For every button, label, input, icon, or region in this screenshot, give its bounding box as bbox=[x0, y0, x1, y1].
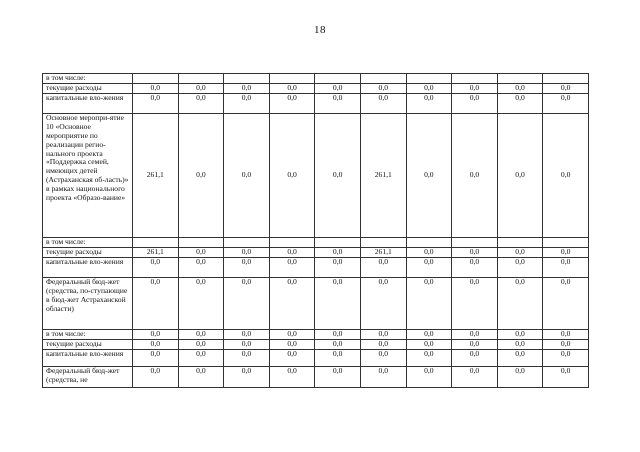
value-cell: 0,0 bbox=[406, 93, 452, 113]
value-cell: 0,0 bbox=[224, 247, 270, 257]
value-cell bbox=[360, 74, 406, 84]
value-cell: 0,0 bbox=[543, 349, 589, 366]
value-cell: 0,0 bbox=[452, 83, 498, 93]
value-cell: 0,0 bbox=[315, 339, 361, 349]
value-cell: 0,0 bbox=[543, 83, 589, 93]
value-cell bbox=[406, 74, 452, 84]
value-cell: 0,0 bbox=[269, 83, 315, 93]
value-cell: 0,0 bbox=[543, 329, 589, 339]
value-cell bbox=[178, 74, 224, 84]
value-cell: 0,0 bbox=[269, 366, 315, 387]
value-cell: 0,0 bbox=[360, 339, 406, 349]
value-cell: 261,1 bbox=[133, 113, 179, 237]
table-row bbox=[43, 329, 589, 339]
value-cell: 0,0 bbox=[543, 93, 589, 113]
value-cell: 0,0 bbox=[224, 366, 270, 387]
row-label: Федеральный бюд-жет (средства, по-ступающие в бюд-жет Астраханской области) bbox=[43, 277, 133, 329]
value-cell bbox=[133, 74, 179, 84]
value-cell: 0,0 bbox=[224, 349, 270, 366]
value-cell: 0,0 bbox=[452, 113, 498, 237]
row-label: текущие расходы bbox=[43, 247, 133, 257]
value-cell: 0,0 bbox=[269, 339, 315, 349]
value-cell: 0,0 bbox=[133, 349, 179, 366]
value-cell: 0,0 bbox=[360, 257, 406, 277]
value-cell: 0,0 bbox=[133, 339, 179, 349]
value-cell: 0,0 bbox=[406, 83, 452, 93]
value-cell: 0,0 bbox=[178, 257, 224, 277]
table-row bbox=[43, 277, 589, 329]
value-cell: 0,0 bbox=[269, 329, 315, 339]
value-cell: 0,0 bbox=[452, 349, 498, 366]
row-label: капитальные вло-жения bbox=[43, 93, 133, 113]
row-label: в том числе: bbox=[43, 74, 133, 84]
value-cell: 0,0 bbox=[406, 277, 452, 329]
value-cell bbox=[224, 74, 270, 84]
value-cell: 0,0 bbox=[178, 113, 224, 237]
value-cell: 0,0 bbox=[497, 257, 543, 277]
value-cell: 0,0 bbox=[133, 93, 179, 113]
value-cell: 0,0 bbox=[452, 329, 498, 339]
value-cell: 0,0 bbox=[178, 339, 224, 349]
value-cell: 0,0 bbox=[315, 247, 361, 257]
value-cell: 0,0 bbox=[406, 257, 452, 277]
value-cell: 0,0 bbox=[452, 257, 498, 277]
table-row bbox=[43, 366, 589, 387]
value-cell: 0,0 bbox=[497, 329, 543, 339]
value-cell bbox=[224, 237, 270, 247]
value-cell: 0,0 bbox=[133, 257, 179, 277]
table-row bbox=[43, 113, 589, 237]
value-cell: 0,0 bbox=[452, 93, 498, 113]
value-cell: 0,0 bbox=[543, 113, 589, 237]
value-cell: 0,0 bbox=[178, 277, 224, 329]
value-cell: 0,0 bbox=[178, 93, 224, 113]
value-cell: 0,0 bbox=[269, 247, 315, 257]
value-cell bbox=[497, 74, 543, 84]
value-cell: 0,0 bbox=[269, 277, 315, 329]
table-row bbox=[43, 257, 589, 277]
value-cell: 0,0 bbox=[269, 113, 315, 237]
value-cell: 0,0 bbox=[178, 329, 224, 339]
value-cell bbox=[452, 74, 498, 84]
value-cell: 0,0 bbox=[497, 113, 543, 237]
value-cell: 0,0 bbox=[315, 329, 361, 339]
table-row bbox=[43, 237, 589, 247]
value-cell: 0,0 bbox=[269, 257, 315, 277]
value-cell: 0,0 bbox=[224, 113, 270, 237]
value-cell: 261,1 bbox=[360, 113, 406, 237]
row-label: Федеральный бюд-жет (средства, не bbox=[43, 366, 133, 387]
value-cell: 0,0 bbox=[497, 93, 543, 113]
value-cell: 0,0 bbox=[315, 93, 361, 113]
value-cell: 0,0 bbox=[315, 83, 361, 93]
value-cell: 0,0 bbox=[497, 277, 543, 329]
budget-table bbox=[42, 73, 589, 388]
value-cell: 261,1 bbox=[133, 247, 179, 257]
value-cell: 0,0 bbox=[543, 247, 589, 257]
value-cell: 0,0 bbox=[406, 349, 452, 366]
value-cell: 0,0 bbox=[269, 349, 315, 366]
value-cell: 0,0 bbox=[360, 93, 406, 113]
value-cell: 0,0 bbox=[133, 366, 179, 387]
value-cell: 0,0 bbox=[406, 329, 452, 339]
table-row bbox=[43, 349, 589, 366]
value-cell: 0,0 bbox=[360, 277, 406, 329]
page-number: 18 bbox=[314, 24, 326, 36]
value-cell: 0,0 bbox=[406, 339, 452, 349]
value-cell: 0,0 bbox=[315, 349, 361, 366]
value-cell: 261,1 bbox=[360, 247, 406, 257]
value-cell: 0,0 bbox=[178, 366, 224, 387]
value-cell: 0,0 bbox=[224, 257, 270, 277]
value-cell: 0,0 bbox=[269, 93, 315, 113]
value-cell: 0,0 bbox=[178, 83, 224, 93]
value-cell: 0,0 bbox=[360, 83, 406, 93]
value-cell: 0,0 bbox=[178, 247, 224, 257]
value-cell: 0,0 bbox=[315, 366, 361, 387]
value-cell: 0,0 bbox=[133, 329, 179, 339]
value-cell bbox=[315, 237, 361, 247]
value-cell: 0,0 bbox=[497, 247, 543, 257]
row-label: Основное меропри-ятие 10 «Основное мероприятие по реализации регио-нального проекта «Поддержка семей, имеющих детей (Астраханская об-ласть)» в рамках национального проекта «Образо-вание» bbox=[43, 113, 133, 237]
table-row bbox=[43, 83, 589, 93]
value-cell bbox=[133, 237, 179, 247]
value-cell: 0,0 bbox=[224, 93, 270, 113]
row-label: текущие расходы bbox=[43, 83, 133, 93]
value-cell: 0,0 bbox=[315, 257, 361, 277]
value-cell: 0,0 bbox=[224, 83, 270, 93]
value-cell: 0,0 bbox=[543, 366, 589, 387]
value-cell: 0,0 bbox=[224, 329, 270, 339]
value-cell bbox=[269, 237, 315, 247]
value-cell: 0,0 bbox=[497, 83, 543, 93]
value-cell bbox=[360, 237, 406, 247]
value-cell bbox=[452, 237, 498, 247]
row-label: капитальные вло-жения bbox=[43, 257, 133, 277]
row-label: в том числе: bbox=[43, 329, 133, 339]
value-cell: 0,0 bbox=[360, 349, 406, 366]
value-cell: 0,0 bbox=[315, 113, 361, 237]
value-cell: 0,0 bbox=[497, 366, 543, 387]
value-cell: 0,0 bbox=[406, 247, 452, 257]
value-cell bbox=[497, 237, 543, 247]
value-cell: 0,0 bbox=[224, 339, 270, 349]
row-label: капитальные вло-жения bbox=[43, 349, 133, 366]
value-cell: 0,0 bbox=[224, 277, 270, 329]
value-cell: 0,0 bbox=[406, 113, 452, 237]
value-cell: 0,0 bbox=[133, 83, 179, 93]
value-cell bbox=[315, 74, 361, 84]
value-cell: 0,0 bbox=[543, 257, 589, 277]
value-cell: 0,0 bbox=[497, 349, 543, 366]
value-cell: 0,0 bbox=[315, 277, 361, 329]
value-cell: 0,0 bbox=[452, 277, 498, 329]
value-cell: 0,0 bbox=[406, 366, 452, 387]
table-row bbox=[43, 339, 589, 349]
value-cell bbox=[543, 237, 589, 247]
value-cell bbox=[406, 237, 452, 247]
row-label: текущие расходы bbox=[43, 339, 133, 349]
value-cell bbox=[543, 74, 589, 84]
row-label: в том числе: bbox=[43, 237, 133, 247]
value-cell: 0,0 bbox=[497, 339, 543, 349]
table-row bbox=[43, 74, 589, 84]
value-cell bbox=[269, 74, 315, 84]
value-cell: 0,0 bbox=[133, 277, 179, 329]
table-row bbox=[43, 247, 589, 257]
value-cell: 0,0 bbox=[360, 366, 406, 387]
value-cell: 0,0 bbox=[452, 366, 498, 387]
value-cell: 0,0 bbox=[452, 339, 498, 349]
table-row bbox=[43, 93, 589, 113]
value-cell bbox=[178, 237, 224, 247]
value-cell: 0,0 bbox=[543, 277, 589, 329]
value-cell: 0,0 bbox=[360, 329, 406, 339]
value-cell: 0,0 bbox=[452, 247, 498, 257]
value-cell: 0,0 bbox=[178, 349, 224, 366]
value-cell: 0,0 bbox=[543, 339, 589, 349]
